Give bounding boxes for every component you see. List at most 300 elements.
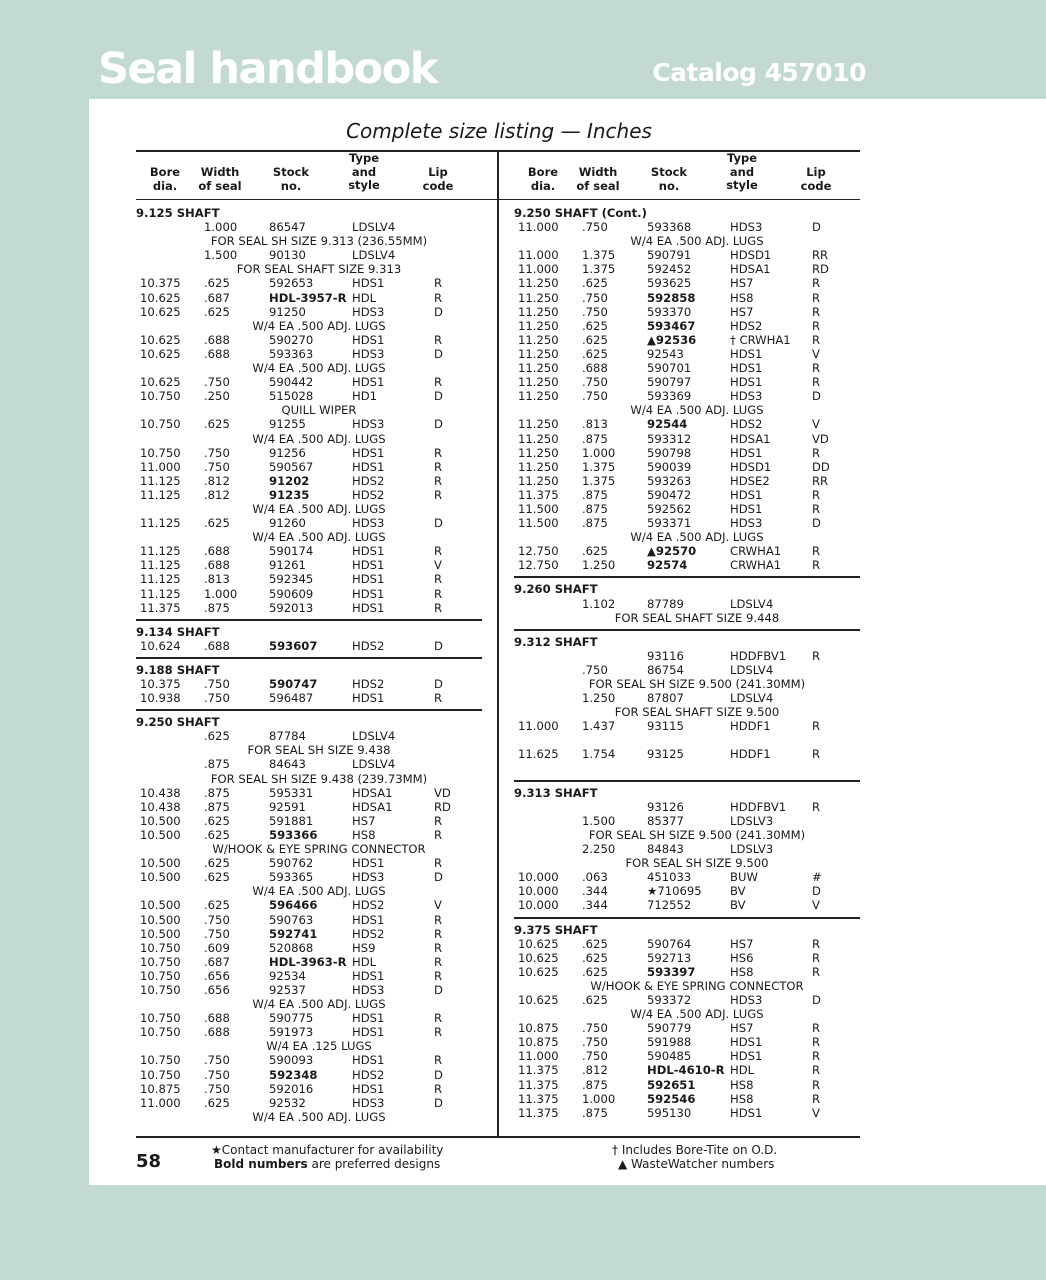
width-cell: .625: [204, 417, 230, 432]
width-cell: .609: [204, 940, 230, 955]
table-row: [136, 601, 482, 615]
note-line: [136, 884, 482, 898]
stock-cell: 592653: [269, 276, 314, 291]
stock-cell: 593368: [647, 220, 692, 235]
width-cell: .750: [204, 691, 230, 706]
bore-cell: 10.750: [140, 954, 181, 969]
note-line: [514, 677, 860, 691]
width-cell: .625: [204, 516, 230, 531]
section-heading: [136, 625, 482, 639]
stock-cell: 86547: [269, 220, 306, 235]
type-cell: HDS1: [352, 912, 385, 927]
width-cell: 1.250: [582, 691, 616, 706]
type-cell: BV: [730, 884, 746, 899]
stock-cell: 590763: [269, 912, 314, 927]
bore-cell: 10.750: [140, 1011, 181, 1026]
lip-cell: R: [812, 1049, 821, 1064]
note-line: [136, 432, 482, 446]
stock-cell: 93125: [647, 747, 684, 762]
lip-cell: R: [812, 950, 821, 965]
note-text: W/4 EA .500 ADJ. LUGS: [630, 403, 764, 418]
note-text: W/4 EA .500 ADJ. LUGS: [630, 234, 764, 249]
lip-cell: R: [434, 1081, 443, 1096]
bore-cell: 11.000: [518, 220, 559, 235]
width-cell: 1.500: [204, 248, 238, 263]
stock-cell: 91261: [269, 558, 306, 573]
width-cell: .625: [204, 729, 230, 744]
table-row: [136, 898, 482, 912]
bore-cell: 10.500: [140, 827, 181, 842]
handbook-title: Seal handbook: [98, 44, 437, 94]
bore-cell: 10.875: [518, 1021, 559, 1036]
lip-header: Lip code: [800, 165, 832, 193]
lip-cell: R: [434, 290, 443, 305]
table-row: [514, 1049, 860, 1063]
footnote-dagger: † Includes Bore-Tite on O.D.: [612, 1143, 778, 1157]
table-row: [136, 856, 482, 870]
table-row: [514, 333, 860, 347]
bore-cell: 11.000: [518, 262, 559, 277]
bore-cell: 10.000: [518, 898, 559, 913]
lip-cell: R: [812, 332, 821, 347]
table-row: [136, 1011, 482, 1025]
type-cell: HDS1: [730, 445, 763, 460]
table-row: [136, 639, 482, 653]
width-cell: 1.375: [582, 262, 616, 277]
table-row: [136, 389, 482, 403]
type-cell: HDS3: [352, 982, 385, 997]
table-row: [136, 677, 482, 691]
lip-cell: R: [812, 747, 821, 762]
note-line: [514, 856, 860, 870]
lip-cell: D: [434, 677, 443, 691]
footnote-star: ★Contact manufacturer for availability: [211, 1143, 444, 1157]
type-cell: LDSLV4: [352, 757, 396, 772]
width-cell: .625: [582, 964, 608, 979]
type-cell: HDS1: [730, 1035, 763, 1050]
type-cell: HDL: [730, 1063, 755, 1078]
note-line: [136, 403, 482, 417]
stock-cell: 592348: [269, 1067, 318, 1082]
table-row: [514, 747, 860, 761]
note-line: [514, 611, 860, 625]
note-line: [514, 705, 860, 719]
width-cell: .875: [582, 487, 608, 502]
bore-cell: 11.375: [140, 600, 181, 615]
table-row: [514, 1078, 860, 1092]
width-cell: .063: [582, 870, 608, 885]
footnote-triangle: ▲ WasteWatcher numbers: [618, 1157, 775, 1171]
stock-cell: 593372: [647, 992, 692, 1007]
type-cell: HDS1: [352, 968, 385, 983]
note-text: W/HOOK & EYE SPRING CONNECTOR: [590, 978, 804, 993]
table-row: [136, 220, 482, 234]
section-label: 9.313 SHAFT: [514, 785, 598, 800]
lip-cell: R: [434, 827, 443, 842]
width-cell: .875: [582, 1077, 608, 1092]
width-cell: .875: [582, 516, 608, 531]
lip-cell: DD: [812, 459, 830, 474]
stock-cell: 92537: [269, 982, 306, 997]
bore-cell: 10.750: [140, 968, 181, 983]
section-label: 9.188 SHAFT: [136, 662, 220, 677]
type-cell: HDS1: [352, 375, 385, 390]
type-cell: HDS1: [352, 691, 385, 706]
bore-cell: 10.750: [140, 1025, 181, 1040]
stock-cell: 590039: [647, 459, 692, 474]
stock-cell: 592452: [647, 262, 692, 277]
lip-cell: R: [434, 1011, 443, 1026]
stock-cell: 451033: [647, 870, 692, 885]
width-cell: .875: [204, 799, 230, 814]
width-cell: .688: [204, 1011, 230, 1026]
type-cell: HDS1: [352, 459, 385, 474]
type-cell: HDS3: [352, 516, 385, 531]
width-cell: .625: [582, 992, 608, 1007]
table-row: [136, 446, 482, 460]
type-cell: HDS2: [352, 1067, 385, 1082]
lip-cell: D: [434, 638, 443, 653]
type-cell: LDSLV4: [352, 248, 396, 263]
note-text: W/4 EA .500 ADJ. LUGS: [630, 1007, 764, 1022]
width-cell: 1.000: [204, 220, 238, 235]
type-cell: HDS2: [352, 926, 385, 941]
width-cell: .625: [582, 318, 608, 333]
width-cell: .750: [582, 662, 608, 677]
width-cell: .625: [582, 276, 608, 291]
table-row: [514, 248, 860, 262]
width-cell: .812: [582, 1063, 608, 1078]
stock-cell: 92543: [647, 346, 684, 361]
lip-cell: D: [434, 389, 443, 404]
width-header: Width of seal: [198, 165, 242, 193]
width-cell: .344: [582, 898, 608, 913]
lip-cell: R: [812, 648, 821, 663]
lip-header: Lip code: [422, 165, 454, 193]
table-row: [514, 842, 860, 856]
type-cell: HS8: [730, 290, 754, 305]
type-cell: HDS1: [352, 558, 385, 573]
width-cell: 1.102: [582, 596, 616, 611]
lip-cell: R: [812, 1021, 821, 1036]
bore-cell: 10.625: [140, 332, 181, 347]
lip-cell: R: [434, 332, 443, 347]
lip-cell: VD: [434, 785, 451, 800]
bore-cell: 10.000: [518, 870, 559, 885]
table-row: [514, 965, 860, 979]
bore-cell: 11.125: [140, 572, 181, 587]
table-row: [514, 719, 860, 733]
bore-cell: 10.624: [140, 638, 181, 653]
page-title: Complete size listing — Inches: [346, 119, 652, 143]
section-rule: [514, 576, 860, 578]
type-cell: HDS2: [352, 898, 385, 913]
blank-line: [514, 762, 860, 776]
width-cell: .688: [204, 638, 230, 653]
section-heading: [514, 206, 860, 220]
width-cell: .688: [204, 346, 230, 361]
lip-cell: R: [434, 856, 443, 871]
lip-cell: R: [434, 1053, 443, 1068]
type-cell: LDSLV4: [352, 220, 396, 235]
lip-cell: R: [434, 572, 443, 587]
lip-cell: R: [812, 544, 821, 559]
stock-cell: 87807: [647, 691, 684, 706]
stock-cell: 590485: [647, 1049, 692, 1064]
lip-cell: RR: [812, 248, 829, 263]
type-cell: HDS1: [730, 487, 763, 502]
width-cell: .750: [582, 220, 608, 235]
lip-cell: R: [812, 936, 821, 951]
note-line: [136, 530, 482, 544]
type-cell: HS9: [352, 940, 376, 955]
type-cell: HDSA1: [730, 262, 771, 277]
type-cell: HDDF1: [730, 719, 771, 734]
lip-cell: R: [812, 361, 821, 376]
width-cell: .625: [204, 813, 230, 828]
note-line: [136, 319, 482, 333]
bore-cell: 11.250: [518, 290, 559, 305]
stock-cell: 592858: [647, 290, 696, 305]
table-row: [136, 1068, 482, 1082]
table-row: [136, 291, 482, 305]
width-cell: .656: [204, 982, 230, 997]
stock-cell: HDL-3957-R: [269, 290, 347, 305]
stock-cell: 590093: [269, 1053, 314, 1068]
table-row: [136, 955, 482, 969]
bore-cell: 10.750: [140, 982, 181, 997]
width-cell: .750: [582, 1049, 608, 1064]
width-cell: .344: [582, 884, 608, 899]
table-row: [136, 913, 482, 927]
stock-cell: 84843: [647, 842, 684, 857]
stock-cell: 84643: [269, 757, 306, 772]
bore-cell: 11.000: [518, 248, 559, 263]
stock-cell: HDL-4610-R: [647, 1063, 725, 1078]
width-cell: .750: [204, 1067, 230, 1082]
section-heading: [514, 582, 860, 596]
stock-cell: 593467: [647, 318, 696, 333]
page-number: 58: [136, 1151, 162, 1172]
type-cell: HDS3: [352, 417, 385, 432]
bore-cell: 10.750: [140, 445, 181, 460]
type-cell: HDSA1: [352, 799, 393, 814]
bore-cell: 11.250: [518, 445, 559, 460]
type-cell: HDS1: [352, 572, 385, 587]
stock-cell: 590797: [647, 375, 692, 390]
bore-cell: 11.250: [518, 417, 559, 432]
bore-cell: 10.625: [140, 290, 181, 305]
table-row: [136, 417, 482, 431]
stock-cell: 593365: [269, 870, 314, 885]
table-row: [514, 502, 860, 516]
type-cell: HDS3: [352, 1095, 385, 1110]
width-cell: .875: [582, 431, 608, 446]
table-row: [514, 460, 860, 474]
width-cell: .750: [204, 912, 230, 927]
width-cell: .875: [582, 1105, 608, 1120]
lip-cell: R: [434, 1025, 443, 1040]
stock-cell: 93116: [647, 648, 684, 663]
type-cell: HS7: [730, 304, 754, 319]
stock-cell: 590270: [269, 332, 314, 347]
lip-cell: R: [812, 1091, 821, 1106]
lip-cell: R: [434, 445, 443, 460]
section-heading: [514, 923, 860, 937]
lip-cell: R: [434, 813, 443, 828]
lip-cell: #: [812, 870, 822, 885]
section-rule: [136, 657, 482, 659]
table-row: [514, 319, 860, 333]
width-cell: .687: [204, 290, 230, 305]
note-text: W/4 EA .500 ADJ. LUGS: [252, 1109, 386, 1124]
table-row: [136, 544, 482, 558]
type-cell: HDS1: [352, 1011, 385, 1026]
table-row: [514, 389, 860, 403]
note-text: W/4 EA .500 ADJ. LUGS: [252, 501, 386, 516]
table-row: [514, 488, 860, 502]
bore-cell: 11.375: [518, 1091, 559, 1106]
bore-cell: 11.250: [518, 389, 559, 404]
note-text: W/4 EA .125 LUGS: [266, 1039, 372, 1054]
type-cell: HDSA1: [352, 785, 393, 800]
lip-cell: D: [434, 982, 443, 997]
note-text: W/HOOK & EYE SPRING CONNECTOR: [212, 842, 426, 857]
type-cell: HDS3: [352, 870, 385, 885]
type-cell: HDS2: [352, 473, 385, 488]
width-cell: .625: [582, 544, 608, 559]
bore-cell: 10.500: [140, 898, 181, 913]
section-label: 9.134 SHAFT: [136, 624, 220, 639]
lip-cell: R: [812, 276, 821, 291]
table-row: [514, 884, 860, 898]
lip-cell: R: [434, 375, 443, 390]
note-line: [514, 979, 860, 993]
note-line: [136, 743, 482, 757]
stock-header: Stock no.: [650, 165, 688, 193]
stock-cell: 590567: [269, 459, 314, 474]
table-row: [136, 983, 482, 997]
note-text: FOR SEAL SHAFT SIZE 9.313: [236, 262, 402, 277]
note-text: W/4 EA .500 ADJ. LUGS: [252, 431, 386, 446]
lip-cell: V: [812, 346, 820, 361]
table-row: [514, 597, 860, 611]
section-label: 9.250 SHAFT: [136, 715, 220, 730]
stock-cell: 92591: [269, 799, 306, 814]
table-row: [136, 276, 482, 290]
stock-cell: 91256: [269, 445, 306, 460]
stock-cell: 590442: [269, 375, 314, 390]
lip-cell: D: [812, 516, 821, 531]
table-row: [136, 305, 482, 319]
note-text: W/4 EA .500 ADJ. LUGS: [252, 997, 386, 1012]
bore-cell: 11.250: [518, 332, 559, 347]
lip-cell: R: [434, 926, 443, 941]
table-row: [514, 347, 860, 361]
stock-cell: 85377: [647, 813, 684, 828]
bore-cell: 10.500: [140, 870, 181, 885]
stock-cell: 592562: [647, 501, 692, 516]
type-cell: HDS3: [352, 304, 385, 319]
table-row: [136, 729, 482, 743]
section-heading: [136, 715, 482, 729]
bore-cell: 11.250: [518, 346, 559, 361]
width-cell: .750: [204, 926, 230, 941]
note-text: QUILL WIPER: [281, 403, 357, 418]
width-cell: .688: [204, 558, 230, 573]
table-row: [514, 474, 860, 488]
bore-cell: 11.250: [518, 459, 559, 474]
width-cell: .750: [204, 445, 230, 460]
stock-cell: 91255: [269, 417, 306, 432]
table-row: [136, 969, 482, 983]
type-cell: HS8: [730, 1091, 754, 1106]
width-cell: .625: [204, 870, 230, 885]
type-cell: HDS1: [352, 276, 385, 291]
type-cell: HDS2: [352, 677, 385, 691]
stock-cell: 590791: [647, 248, 692, 263]
type-cell: HDS1: [730, 346, 763, 361]
stock-cell: 592741: [269, 926, 318, 941]
table-row: [136, 691, 482, 705]
note-line: [136, 262, 482, 276]
note-text: W/4 EA .500 ADJ. LUGS: [252, 318, 386, 333]
table-row: [514, 800, 860, 814]
type-cell: HDS2: [730, 417, 763, 432]
table-row: [136, 474, 482, 488]
type-cell: HDS3: [730, 992, 763, 1007]
section-heading: [136, 206, 482, 220]
bore-cell: 10.000: [518, 884, 559, 899]
width-cell: .625: [582, 936, 608, 951]
table-row: [136, 248, 482, 262]
lip-cell: VD: [812, 431, 829, 446]
note-line: [136, 772, 482, 786]
width-cell: .625: [204, 276, 230, 291]
bore-cell: 11.125: [140, 473, 181, 488]
right-listing: [514, 204, 860, 1120]
stock-cell: 92544: [647, 417, 688, 432]
bore-cell: 10.750: [140, 1067, 181, 1082]
lip-cell: D: [434, 870, 443, 885]
stock-cell: 596487: [269, 691, 314, 706]
width-cell: .750: [204, 375, 230, 390]
width-cell: .875: [582, 501, 608, 516]
stock-cell: 92574: [647, 558, 688, 573]
stock-cell: 91250: [269, 304, 306, 319]
width-cell: 1.754: [582, 747, 616, 762]
table-row: [514, 305, 860, 319]
type-cell: LDSLV4: [730, 691, 774, 706]
stock-cell: 593625: [647, 276, 692, 291]
bore-cell: 10.625: [518, 992, 559, 1007]
stock-cell: 590762: [269, 856, 314, 871]
width-cell: .812: [204, 487, 230, 502]
stock-cell: 593607: [269, 638, 318, 653]
width-cell: .656: [204, 968, 230, 983]
stock-cell: 595331: [269, 785, 314, 800]
width-cell: .687: [204, 954, 230, 969]
table-row: [514, 417, 860, 431]
bore-cell: 11.250: [518, 375, 559, 390]
stock-cell: 590775: [269, 1011, 314, 1026]
width-header: Width of seal: [576, 165, 620, 193]
note-text: FOR SEAL SH SIZE 9.313 (236.55MM): [210, 234, 428, 249]
note-text: FOR SEAL SH SIZE 9.438 (239.73MM): [210, 771, 428, 786]
table-row: [514, 993, 860, 1007]
table-row: [514, 544, 860, 558]
bore-cell: 11.375: [518, 487, 559, 502]
